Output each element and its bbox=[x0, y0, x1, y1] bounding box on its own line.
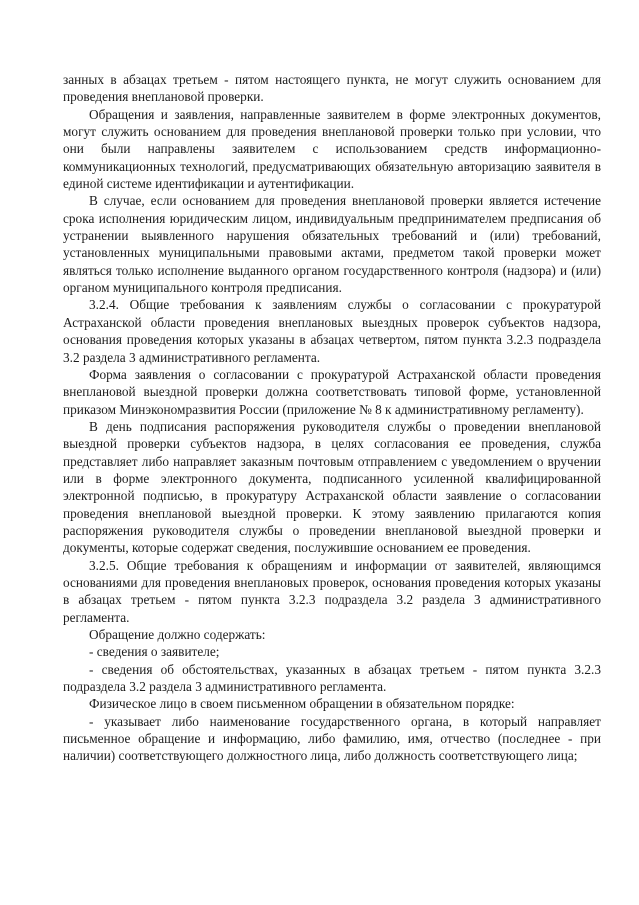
paragraph-6: В день подписания распоряжения руководителя службы о проведении внеплановой выездной проверки субъектов надзора, в целях согласования ее проведения, служба представляет либо направляет заказным почтовым отправлением с уведомлением о вручении или в форме электронного документа, подписанного усиленной квалифицированной электронной подписью, в прокуратуру Астраханской области заявление о согласовании проведения внеплановой выездной проверки. К этому заявлению прилагаются копия распоряжения руководителя службы о проведении внеплановой выездной проверки и документы, которые содержат сведения, послужившие основанием ее проведения. bbox=[63, 418, 601, 556]
list-item-addressee: - указывает либо наименование государственного органа, в который направляет письменное обращение и информацию, либо фамилию, имя, отчество (последнее - при наличии) соответствующего должностного лица, либо должность соответствующего лица; bbox=[63, 713, 601, 764]
paragraph-8: Обращение должно содержать: bbox=[89, 627, 266, 642]
document-body bbox=[63, 71, 601, 765]
paragraph-4: 3.2.4. Общие требования к заявлениям службы о согласовании с прокуратурой Астраханской области проведения внеплановых выездных проверок субъектов надзора, основания проведения которых указаны в абзацах четвертом, пятом пункта 3.2.3 подраздела 3.2 раздела 3 административного регламента. bbox=[63, 297, 601, 365]
paragraph-2: Обращения и заявления, направленные заявителем в форме электронных документов, могут служить основанием для проведения внеплановой проверки только при условии, что они были направлены заявителем с использованием средств информационно-коммуникационных технологий, предусматривающих обязательную авторизацию заявителя в единой системе идентификации и аутентификации. bbox=[63, 106, 601, 192]
paragraph-5: Форма заявления о согласовании с прокуратурой Астраханской области проведения внеплановой выездной проверки должна соответствовать типовой форме, установленной приказом Минэкономразвития России (приложение № 8 к административному регламенту). bbox=[63, 366, 601, 417]
paragraph-7: 3.2.5. Общие требования к обращениям и информации от заявителей, являющимся основаниями для проведения внеплановых проверок, основания проведения которых указаны в абзацах третьем - пятом пункта 3.2.3 подраздела 3.2 раздела 3 административного регламента. bbox=[63, 557, 601, 625]
list-item-circumstances: - сведения об обстоятельствах, указанных в абзацах третьем - пятом пункта 3.2.3 подраздела 3.2 раздела 3 административного регламента. bbox=[63, 661, 601, 695]
paragraph-11: Физическое лицо в своем письменном обращении в обязательном порядке: bbox=[89, 696, 515, 712]
list-item-applicant-info: - сведения о заявителе; bbox=[89, 644, 220, 660]
paragraph-1: занных в абзацах третьем - пятом настоящего пункта, не могут служить основанием для проведения внеплановой проверки. bbox=[63, 72, 601, 105]
paragraph-3: В случае, если основанием для проведения внеплановой проверки является истечение срока исполнения юридическим лицом, индивидуальным предпринимателем предписания об устранении выявленного нарушения обязательных требований и (или) требований, установленных муниципальными правовыми актами, предметом такой проверки может являться только исполнение выданного органом государственного контроля (надзора) и (или) органом муниципального контроля предписания. bbox=[63, 193, 601, 296]
